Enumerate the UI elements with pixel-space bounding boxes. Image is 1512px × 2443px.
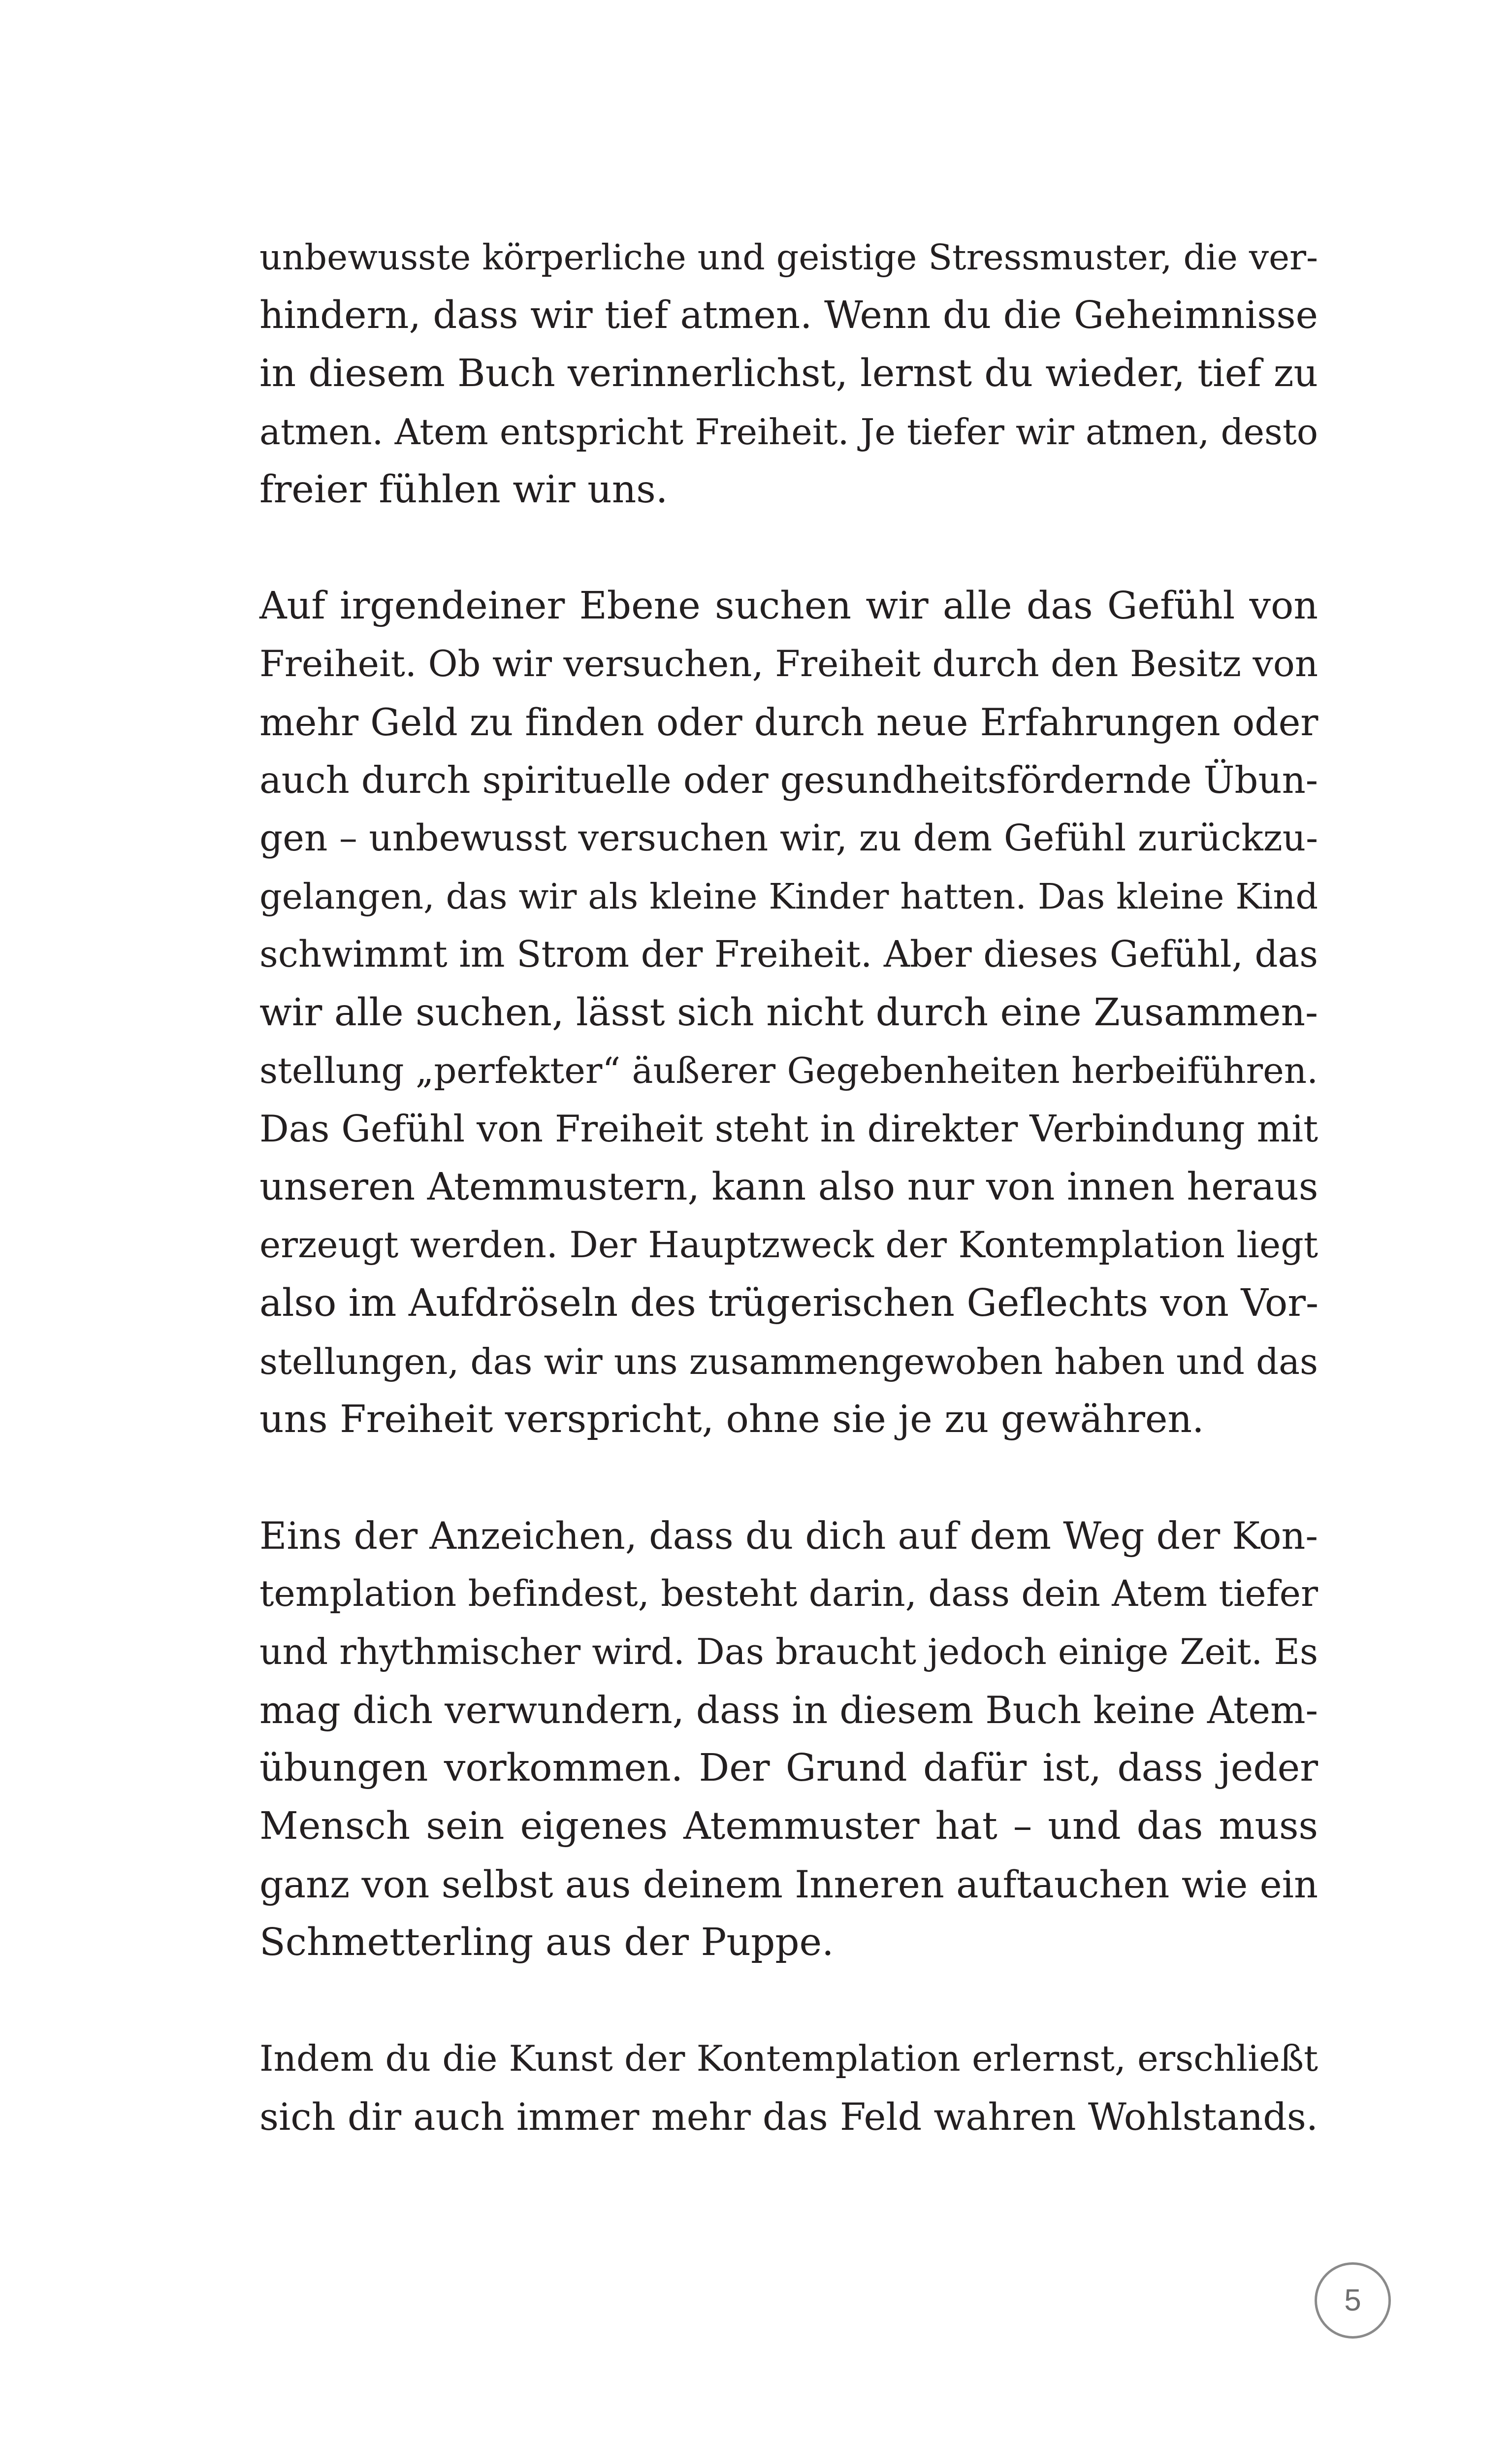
text-line: freier fühlen wir uns. [259,468,668,512]
text-line: gelangen, das wir als kleine Kinder hatten. Das kleine Kind [259,876,1318,917]
text-line: Auf irgendeiner Ebene suchen wir alle das Gefühl von [259,584,1318,628]
text-line: hindern, dass wir tief atmen. Wenn du die Geheimnisse [259,293,1318,337]
body-text [259,228,1318,2204]
text-line: unseren Atemmustern, kann also nur von innen heraus [259,1165,1319,1209]
text-line: Indem du die Kunst der Kontemplation erlernst, erschließt [259,2038,1318,2080]
text-line: also im Aufdröseln des trügerischen Geflechts von Vor- [259,1281,1319,1325]
text-line: in diesem Buch verinnerlichst, lernst du wieder, tief zu [259,352,1318,395]
text-line: Das Gefühl von Freiheit steht in direkter Verbindung mit [259,1107,1318,1150]
text-line: atmen. Atem entspricht Freiheit. Je tiefer wir atmen, desto [259,411,1318,453]
paragraph [259,2030,1318,2146]
text-line: auch durch spirituelle oder gesundheitsfördernde Übun- [259,759,1318,802]
text-line: gen – unbewusst versuchen wir, zu dem Gefühl zurückzu- [259,817,1318,859]
text-line: uns Freiheit verspricht, ohne sie je zu gewähren. [259,1398,1204,1441]
text-line: schwimmt im Strom der Freiheit. Aber dieses Gefühl, das [259,934,1318,976]
page-number-badge [1315,2262,1391,2339]
page-number: 5 [1344,2283,1361,2317]
paragraph [259,577,1318,1449]
text-line: unbewusste körperliche und geistige Stressmuster, die ver- [259,237,1318,278]
text-line: Eins der Anzeichen, dass du dich auf dem Weg der Kon- [259,1514,1318,1558]
text-line: templation befindest, besteht darin, dass dein Atem tiefer [259,1573,1318,1615]
text-line: Freiheit. Ob wir versuchen, Freiheit durch den Besitz von [259,643,1318,685]
text-line: erzeugt werden. Der Hauptzweck der Kontemplation liegt [259,1224,1318,1266]
text-line: ganz von selbst aus deinem Inneren auftauchen wie ein [259,1862,1318,1906]
text-line: übungen vorkommen. Der Grund dafür ist, dass jeder [259,1746,1318,1790]
paragraph [259,228,1318,519]
text-line: stellung „perfekter“ äußerer Gegebenheiten herbeiführen. [259,1050,1318,1092]
text-line: mag dich verwundern, dass in diesem Buch keine Atem- [259,1689,1318,1732]
text-line: wir alle suchen, lässt sich nicht durch eine Zusammen- [259,991,1319,1035]
text-line: und rhythmischer wird. Das braucht jedoch einige Zeit. Es [259,1631,1318,1673]
text-line: stellungen, das wir uns zusammengewoben haben und das [259,1341,1318,1382]
paragraph [259,1507,1318,1972]
text-line: Schmetterling aus der Puppe. [259,1921,834,1964]
text-line: Mensch sein eigenes Atemmuster hat – und das muss [259,1804,1318,1848]
text-line: sich dir auch immer mehr das Feld wahren Wohlstands. [259,2095,1318,2139]
text-line: mehr Geld zu finden oder durch neue Erfahrungen oder [259,701,1319,744]
